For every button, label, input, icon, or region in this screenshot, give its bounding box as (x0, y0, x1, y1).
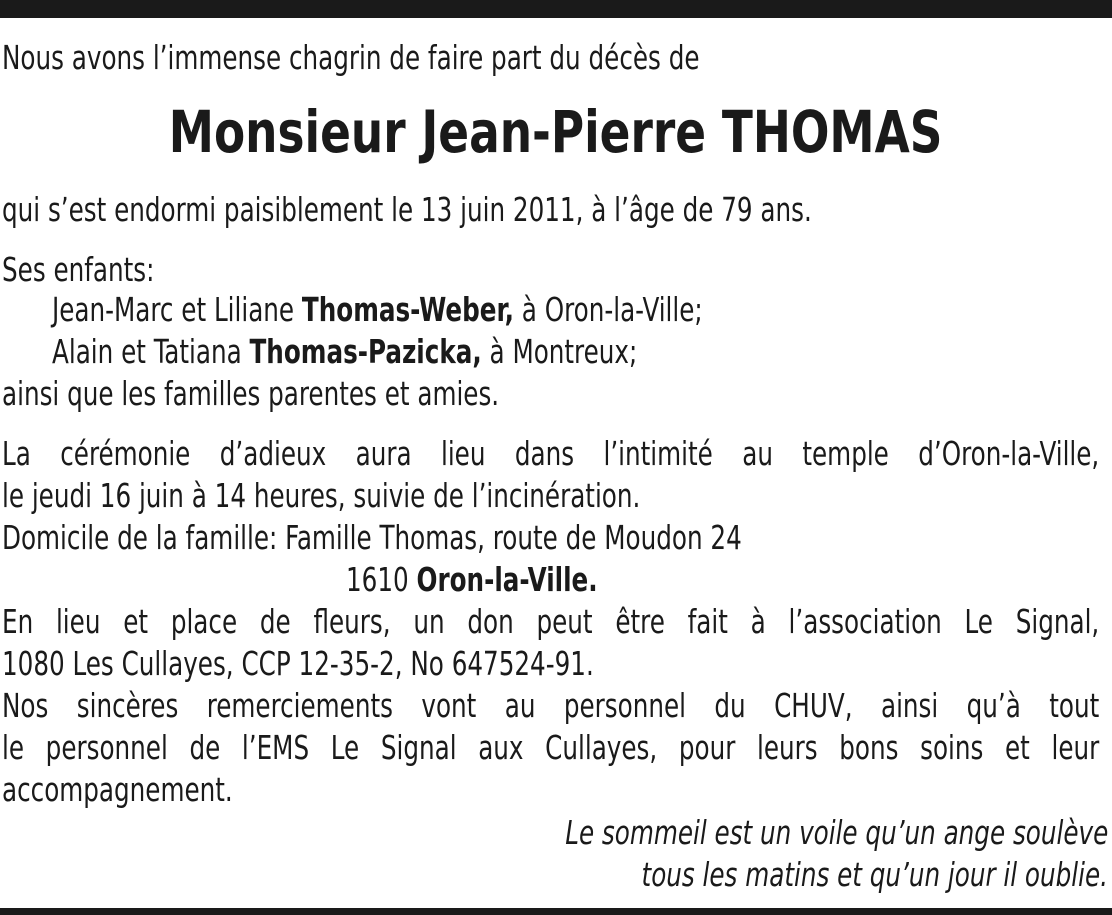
intro-line: Nous avons l’immense chagrin de faire part du décès de (2, 38, 700, 77)
domicile-city: Oron-la-Ville. (416, 560, 598, 599)
domicile-line-1: Domicile de la famille: Famille Thomas, route de Moudon 24 (2, 518, 742, 557)
quote-line-1: Le sommeil est un voile qu’un ange soulève (564, 813, 1108, 852)
child2-place: à Montreux; (481, 332, 638, 371)
death-date-line: qui s’est endormi paisiblement le 13 juin 2011, à l’âge de 79 ans. (2, 190, 812, 229)
child1-place: à Oron-la-Ville; (513, 290, 703, 329)
ceremony-line-1: La cérémonie d’adieux aura lieu dans l’intimité au temple d’Oron-la-Ville, (2, 434, 1100, 473)
quote-line-2: tous les matins et qu’un jour il oublie. (641, 855, 1108, 894)
thanks-line-1: Nos sincères remerciements vont au personnel du CHUV, ainsi qu’à tout (2, 686, 1100, 725)
deceased-name (0, 96, 1112, 168)
child2-prefix: Alain et Tatiana (52, 332, 250, 371)
families-line: ainsi que les familles parentes et amies. (2, 374, 500, 413)
thanks-line-3: accompagnement. (2, 770, 233, 809)
donation-line-1: En lieu et place de fleurs, un don peut être fait à l’association Le Signal, (2, 602, 1100, 641)
domicile-zip: 1610 (346, 560, 417, 599)
child-line-1 (52, 290, 703, 330)
domicile-line-2 (346, 560, 598, 600)
children-heading: Ses enfants: (2, 250, 155, 289)
thanks-line-2: le personnel de l’EMS Le Signal aux Cullayes, pour leurs bons soins et leur (2, 728, 1100, 767)
deceased-name-text: Monsieur Jean-Pierre THOMAS (169, 98, 943, 166)
child1-surname: Thomas-Weber, (301, 290, 514, 329)
bottom-rule (0, 908, 1112, 915)
child-line-2 (52, 332, 637, 372)
top-rule (0, 0, 1112, 18)
donation-line-2: 1080 Les Cullayes, CCP 12-35-2, No 647524-91. (2, 644, 594, 683)
child1-prefix: Jean-Marc et Liliane (52, 290, 302, 329)
ceremony-line-2: le jeudi 16 juin à 14 heures, suivie de l’incinération. (2, 476, 641, 515)
child2-surname: Thomas-Pazicka, (249, 332, 482, 371)
